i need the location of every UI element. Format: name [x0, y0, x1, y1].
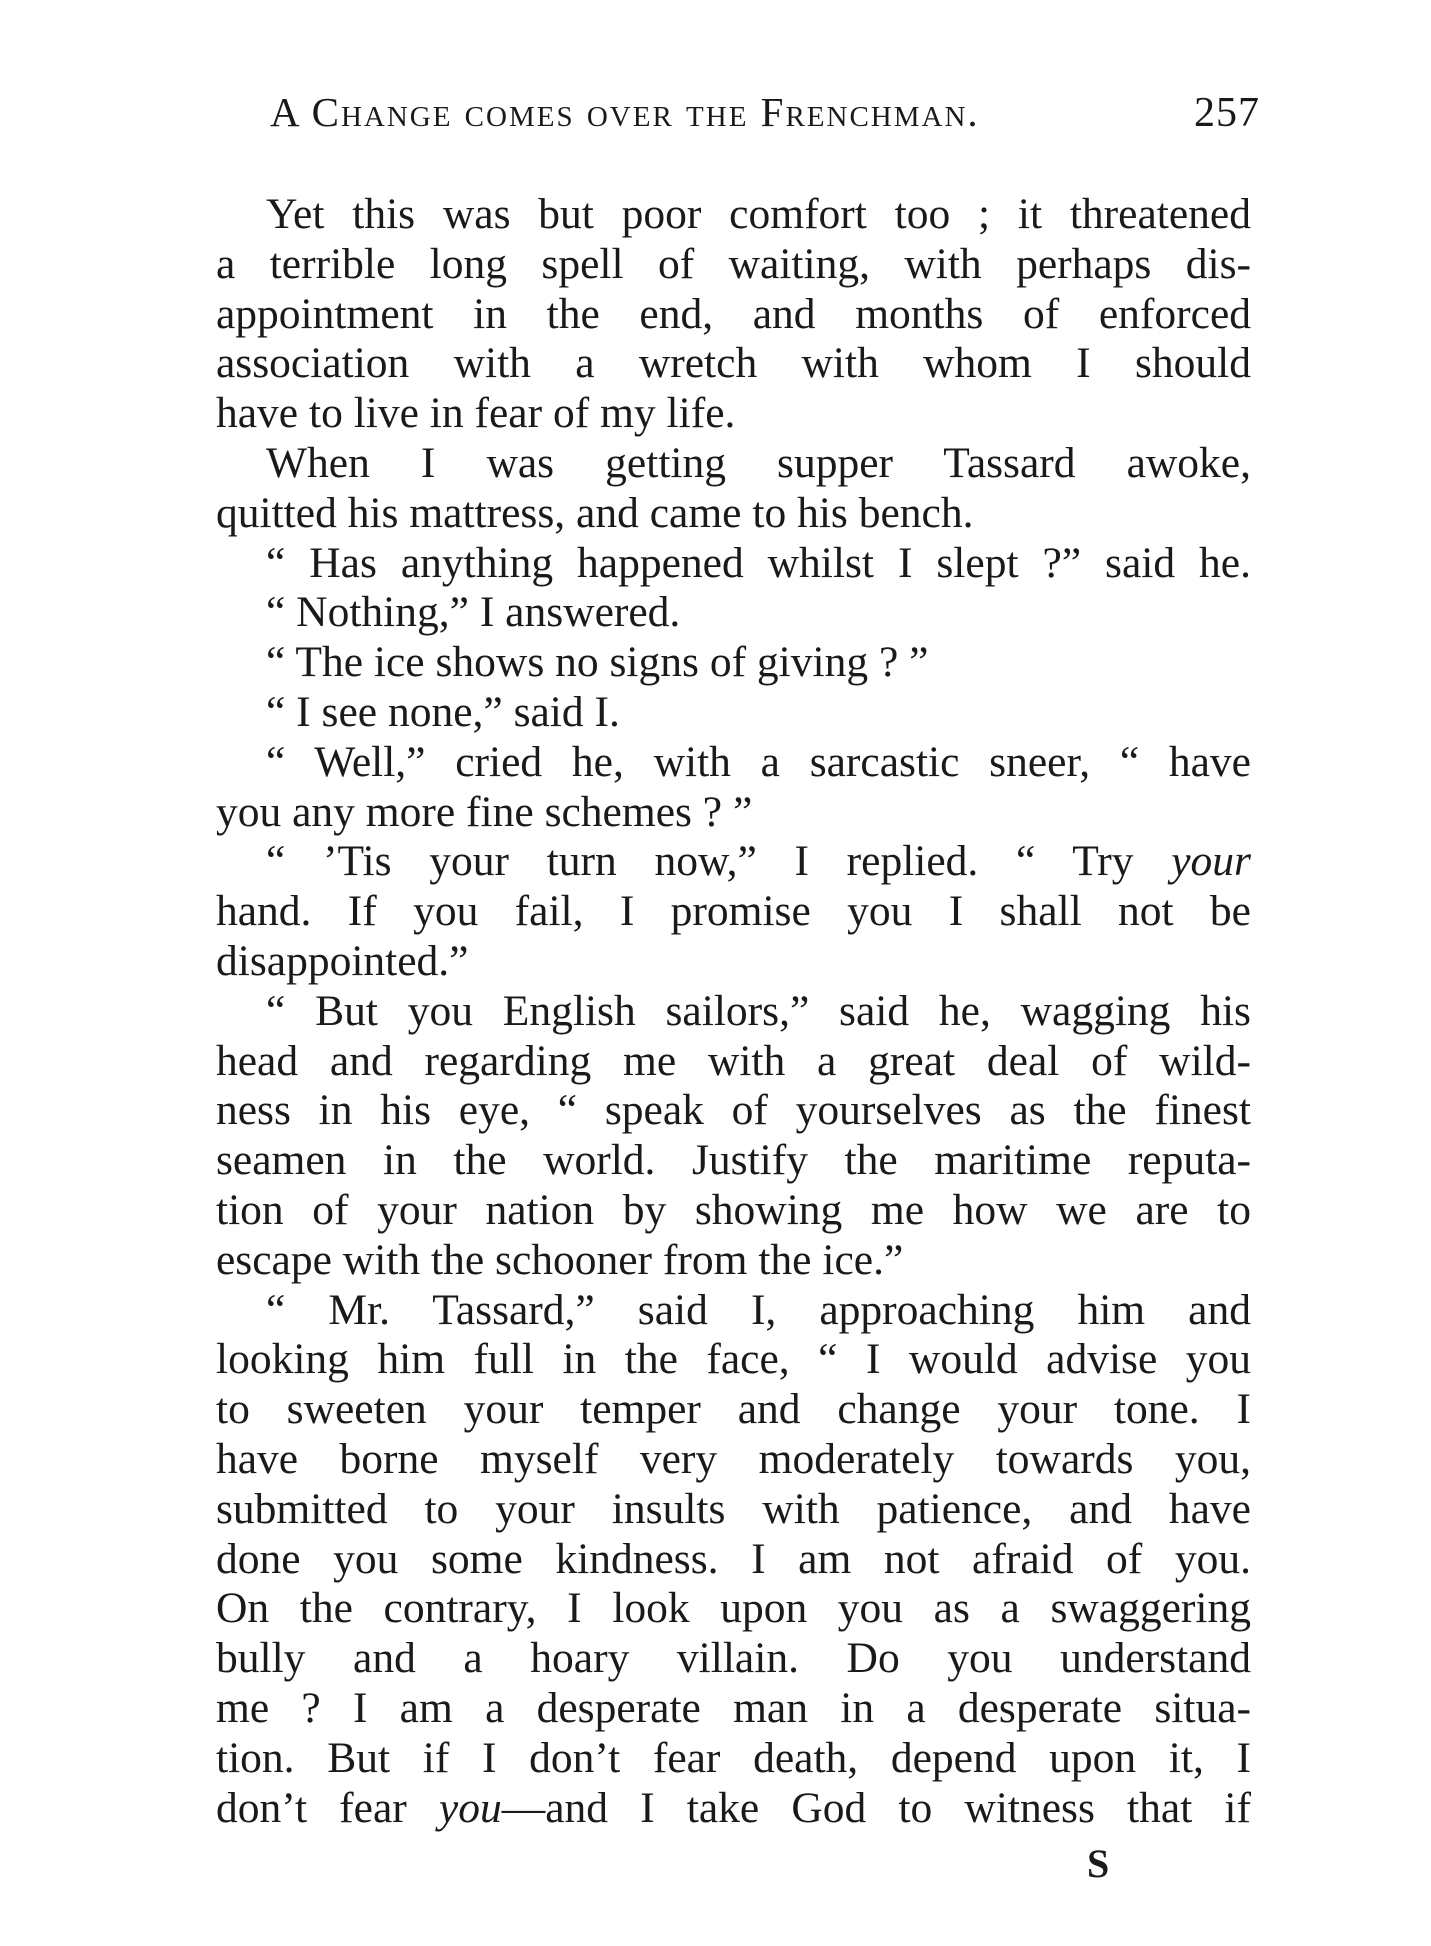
text-line: seamen in the world. Justify the maritime reputa-: [216, 1136, 1251, 1185]
text-line: “ Well,” cried he, with a sarcastic sneer, “ have: [266, 737, 1251, 786]
page-number: 257: [1194, 90, 1260, 136]
text-line: “ I see none,” said I.: [266, 687, 620, 736]
text-line: me ? I am a desperate man in a desperate situa-: [216, 1683, 1251, 1732]
text-line: you any more fine schemes ? ”: [216, 787, 753, 836]
text-line: ness in his eye, “ speak of yourselves as the finest: [216, 1086, 1251, 1135]
text-line: Yet this was but poor comfort too ; it threatened: [266, 190, 1251, 238]
body-text: [216, 190, 1251, 1833]
text-line: have to live in fear of my life.: [216, 389, 736, 438]
text-line: looking him full in the face, “ I would advise you: [216, 1335, 1251, 1384]
text-line: “ ’Tis your turn now,” I replied. “ Try your: [266, 837, 1251, 886]
text-line: bully and a hoary villain. Do you understand: [216, 1634, 1251, 1683]
text-line: escape with the schooner from the ice.”: [216, 1235, 904, 1284]
text-line: don’t fear you—and I take God to witness that if: [216, 1783, 1251, 1832]
text-line: a terrible long spell of waiting, with perhaps dis-: [216, 239, 1251, 288]
text-line: “ But you English sailors,” said he, wagging his: [266, 986, 1251, 1035]
text-line: hand. If you fail, I promise you I shall not be: [216, 887, 1251, 936]
text-line: “ Has anything happened whilst I slept ?” said he.: [266, 538, 1251, 587]
text-line: On the contrary, I look upon you as a swaggering: [216, 1584, 1251, 1633]
text-line: quitted his mattress, and came to his bench.: [216, 488, 974, 537]
text-line: submitted to your insults with patience, and have: [216, 1484, 1251, 1533]
text-line: When I was getting supper Tassard awoke,: [266, 438, 1251, 487]
text-line: tion. But if I don’t fear death, depend upon it, I: [216, 1733, 1251, 1782]
text-line: association with a wretch with whom I should: [216, 339, 1251, 388]
text-line: “ Mr. Tassard,” said I, approaching him and: [266, 1285, 1251, 1334]
text-line: tion of your nation by showing me how we are to: [216, 1185, 1251, 1234]
running-head: [270, 88, 1260, 148]
signature-mark: S: [1087, 1841, 1111, 1886]
running-title: A Change comes over the Frenchman.: [270, 89, 980, 135]
text-line: have borne myself very moderately towards you,: [216, 1434, 1251, 1483]
text-line: appointment in the end, and months of enforced: [216, 289, 1251, 338]
text-line: done you some kindness. I am not afraid of you.: [216, 1534, 1251, 1583]
text-line: head and regarding me with a great deal of wild-: [216, 1036, 1251, 1085]
text-line: “ Nothing,” I answered.: [266, 588, 681, 637]
text-line: “ The ice shows no signs of giving ? ”: [266, 638, 929, 687]
text-line: to sweeten your temper and change your tone. I: [216, 1385, 1251, 1434]
text-line: disappointed.”: [216, 936, 469, 985]
